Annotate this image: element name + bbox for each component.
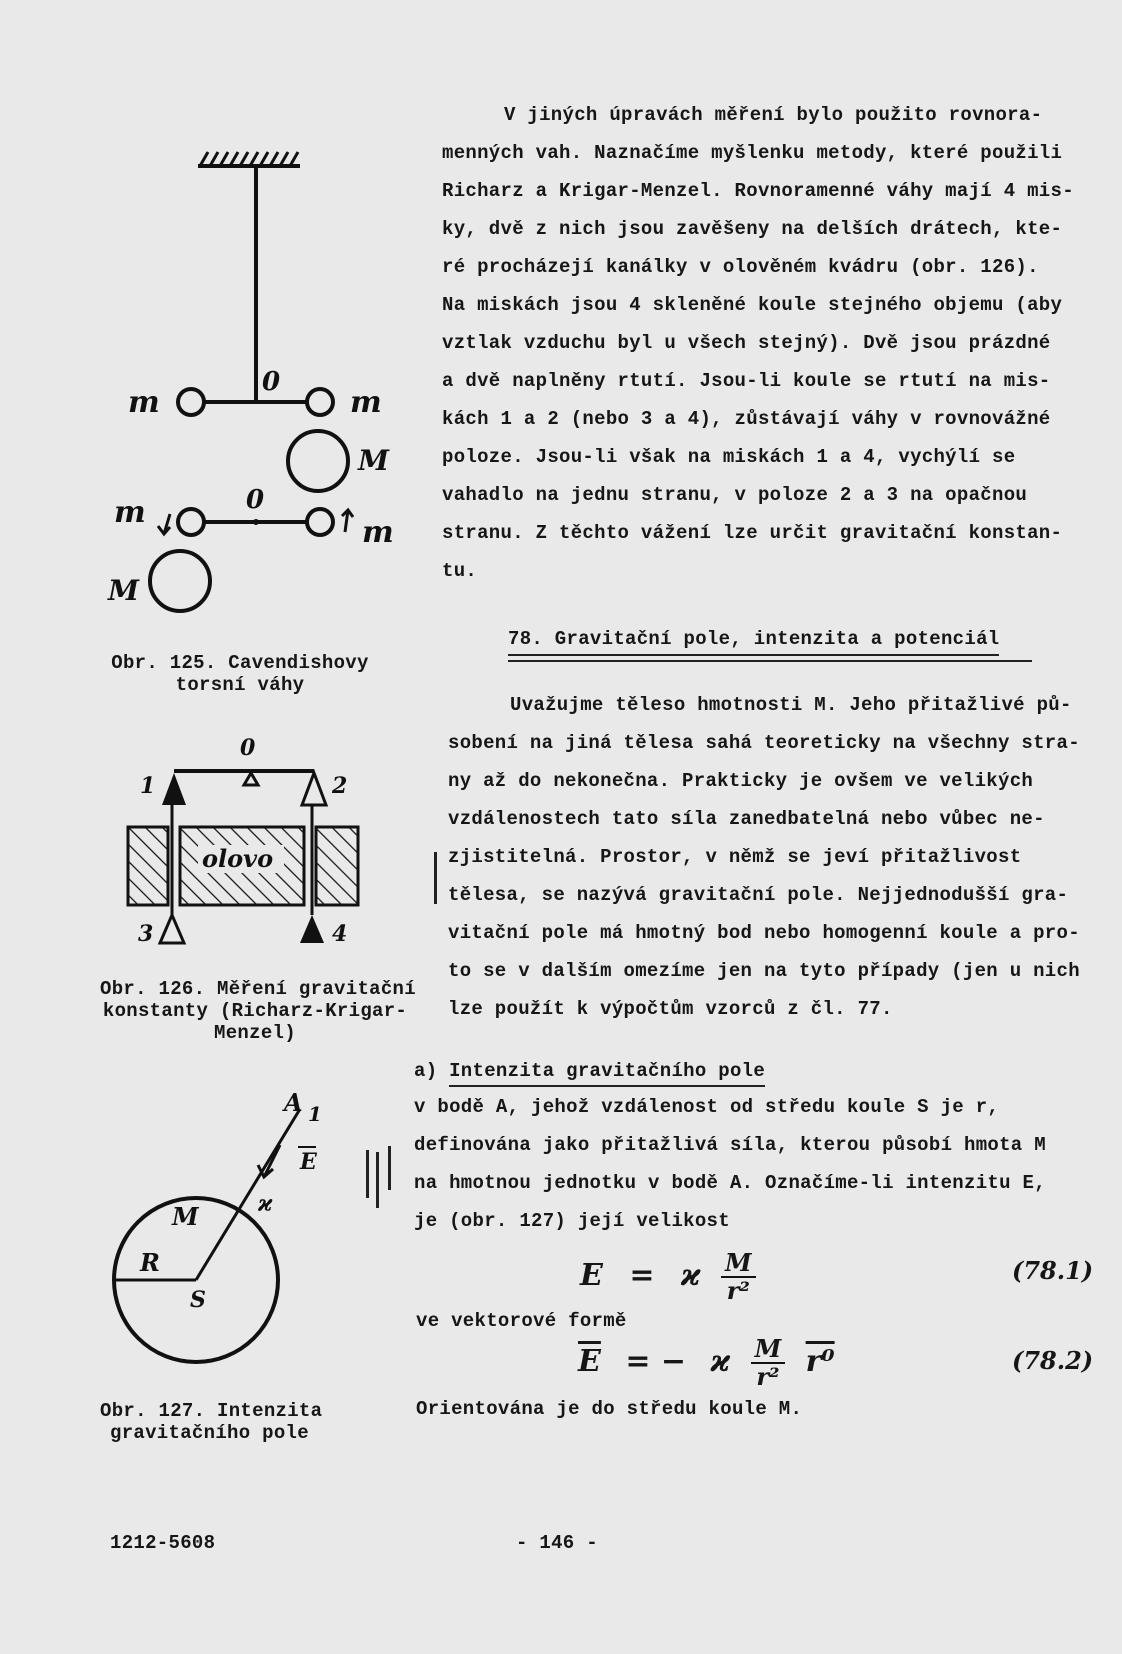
eq2-lhs: $\overline{E}$ bbox=[578, 1344, 601, 1379]
text-line: ny až do nekonečna. Prakticky je ovšem ve velikých bbox=[448, 770, 1034, 792]
label-olovo: olovo bbox=[202, 844, 274, 873]
label-m-top-left: m bbox=[128, 385, 160, 420]
text-line: v bodě A, jehož vzdálenost od středu koule S je r, bbox=[414, 1096, 1000, 1118]
label-o-top: 0 bbox=[262, 367, 281, 397]
label-1: 1 bbox=[308, 1102, 322, 1126]
text-line: je (obr. 127) její velikost bbox=[414, 1210, 730, 1232]
eq2-equals: = − bbox=[625, 1344, 687, 1379]
small-mass-left bbox=[178, 389, 204, 415]
figure-125-caption-line2: torsní váhy bbox=[175, 674, 305, 696]
distance-r bbox=[196, 1109, 300, 1280]
triangle-3 bbox=[160, 915, 184, 943]
figure-127-caption bbox=[100, 1400, 323, 1444]
eq2-unit-vector: r⁰ bbox=[805, 1344, 835, 1379]
text-line: tělesa, se nazývá gravitační pole. Nejjednodušší gra- bbox=[448, 884, 1069, 906]
label-E: E bbox=[300, 1149, 317, 1175]
figure-125-torsion-balance bbox=[100, 140, 400, 620]
equation-78-1-number: (78.1) bbox=[1012, 1256, 1094, 1285]
label-o-bottom: 0 bbox=[246, 485, 265, 515]
label-M-right: M bbox=[358, 444, 389, 477]
eq2-num: M bbox=[751, 1336, 786, 1364]
small-mass-right-bottom bbox=[307, 509, 333, 535]
small-mass-right bbox=[307, 389, 333, 415]
pivot-triangle bbox=[244, 773, 258, 785]
label-S: S bbox=[190, 1287, 206, 1313]
page-number: - 146 - bbox=[516, 1532, 598, 1554]
text-line: a dvě naplněny rtutí. Jsou-li koule se rtutí na mis- bbox=[442, 370, 1051, 392]
large-mass-right bbox=[288, 431, 348, 491]
label-4: 4 bbox=[332, 921, 348, 947]
figure-127-caption-line1: Obr. 127. Intenzita bbox=[100, 1400, 323, 1422]
section-heading-rule bbox=[508, 660, 1032, 662]
label-2: 2 bbox=[332, 773, 348, 799]
text-line: na hmotnou jednotku v bodě A. Označíme-li intenzitu E, bbox=[414, 1172, 1046, 1194]
text-line: kách 1 a 2 (nebo 3 a 4), zůstávají váhy v rovnovážné bbox=[442, 408, 1051, 430]
text-line: Na miskách jsou 4 skleněné koule stejného objemu (aby bbox=[442, 294, 1063, 316]
eq1-equals: = bbox=[629, 1258, 655, 1293]
figure-127-gravitational-field bbox=[100, 1085, 360, 1370]
triangle-4 bbox=[300, 915, 324, 943]
label-3: 3 bbox=[138, 921, 154, 947]
equation-78-2 bbox=[578, 1336, 835, 1390]
label-pivot-0: 0 bbox=[240, 735, 256, 761]
label-1: 1 bbox=[140, 773, 156, 799]
text-line: vzdálenostech tato síla zanedbatelná nebo vůbec ne- bbox=[448, 808, 1045, 830]
orientation-sentence: Orientována je do středu koule M. bbox=[416, 1398, 803, 1420]
margin-mark-3 bbox=[376, 1152, 379, 1208]
large-mass-left bbox=[150, 551, 210, 611]
text-line: stranu. Z těchto vážení lze určit gravitační konstan- bbox=[442, 522, 1063, 544]
figure-126-caption-line2: konstanty (Richarz-Krigar- bbox=[102, 1000, 408, 1022]
text-line: ré procházejí kanálky v olověném kvádru (obr. 126). bbox=[442, 256, 1039, 278]
vector-form-label: ve vektorové formě bbox=[416, 1310, 627, 1332]
label-M: M bbox=[172, 1202, 199, 1231]
equation-78-2-number: (78.2) bbox=[1012, 1346, 1094, 1375]
label-M-left: M bbox=[108, 574, 139, 607]
label-m-top-right: m bbox=[350, 385, 382, 420]
eq2-kappa: ϰ bbox=[710, 1344, 731, 1379]
eq2-fraction bbox=[751, 1336, 786, 1390]
subsection-title: Intenzita gravitačního pole bbox=[449, 1060, 765, 1087]
eq1-den: r² bbox=[726, 1276, 750, 1305]
text-line: Richarz a Krigar-Menzel. Rovnoramenné váhy mají 4 mis- bbox=[442, 180, 1074, 202]
eq1-lhs: E bbox=[580, 1258, 603, 1293]
margin-mark-4 bbox=[388, 1146, 391, 1190]
triangle-2 bbox=[302, 773, 326, 805]
label-A: A bbox=[284, 1088, 303, 1117]
margin-mark-2 bbox=[366, 1150, 369, 1198]
arrow-up-icon bbox=[342, 510, 353, 532]
text-line: menných vah. Naznačíme myšlenku metody, které použili bbox=[442, 142, 1063, 164]
eq2-den: r² bbox=[756, 1362, 780, 1391]
triangle-1 bbox=[162, 773, 186, 805]
figure-125-caption bbox=[100, 652, 380, 696]
text-line: lze použít k výpočtům vzorců z čl. 77. bbox=[448, 998, 893, 1020]
label-R: R bbox=[140, 1248, 160, 1277]
text-line: V jiných úpravách měření bylo použito rovnora- bbox=[504, 104, 1043, 126]
small-mass-left-bottom bbox=[178, 509, 204, 535]
text-line: definována jako přitažlivá síla, kterou působí hmota M bbox=[414, 1134, 1046, 1156]
text-line: Uvažujme těleso hmotnosti M. Jeho přitažlivé pů- bbox=[510, 694, 1072, 716]
footer-code: 1212-5608 bbox=[110, 1532, 216, 1554]
text-line: vitační pole má hmotný bod nebo homogenní koule a pro- bbox=[448, 922, 1080, 944]
text-line: zjistitelná. Prostor, v němž se jeví přitažlivost bbox=[448, 846, 1022, 868]
eq1-fraction bbox=[721, 1250, 756, 1304]
label-m-bottom-right: m bbox=[362, 515, 394, 550]
text-line: sobení na jiná tělesa sahá teoreticky na všechny stra- bbox=[448, 732, 1080, 754]
subsection-heading bbox=[414, 1060, 765, 1082]
label-m-bottom-left: m bbox=[114, 495, 146, 530]
label-kappa: ϰ bbox=[258, 1191, 273, 1217]
figure-127-caption-line2: gravitačního pole bbox=[110, 1422, 309, 1444]
equation-78-1 bbox=[580, 1250, 756, 1304]
section-heading-text: 78. Gravitační pole, intenzita a potenciál bbox=[508, 628, 999, 656]
text-line: to se v dalším omezíme jen na tyto případy (jen u nich bbox=[448, 960, 1080, 982]
figure-126-caption bbox=[100, 978, 416, 1044]
eq1-num: M bbox=[721, 1250, 756, 1278]
figure-126-caption-line1: Obr. 126. Měření gravitační bbox=[100, 978, 416, 1000]
lead-block-right bbox=[316, 827, 358, 905]
figure-125-caption-line1: Obr. 125. Cavendishovy bbox=[111, 652, 369, 674]
figure-126-caption-line3: Menzel) bbox=[214, 1022, 296, 1044]
text-line: ky, dvě z nich jsou zavěšeny na delších drátech, kte- bbox=[442, 218, 1063, 240]
text-line: tu. bbox=[442, 560, 478, 582]
subsection-label: a) bbox=[414, 1060, 438, 1082]
arrow-down-icon bbox=[158, 514, 170, 534]
text-line: vztlak vzduchu byl u všech stejný). Dvě jsou prázdné bbox=[442, 332, 1051, 354]
text-line: poloze. Jsou-li však na miskách 1 a 4, vychýlí se bbox=[442, 446, 1016, 468]
text-line: vahadlo na jednu stranu, v poloze 2 a 3 na opačnou bbox=[442, 484, 1028, 506]
figure-126-balance-lead-block bbox=[120, 735, 380, 950]
pivot-point bbox=[253, 519, 259, 525]
margin-mark bbox=[434, 852, 437, 904]
ceiling-hatch-icon bbox=[198, 152, 300, 166]
section-heading bbox=[508, 628, 999, 650]
eq1-kappa: ϰ bbox=[680, 1258, 701, 1293]
lead-block-left bbox=[128, 827, 168, 905]
